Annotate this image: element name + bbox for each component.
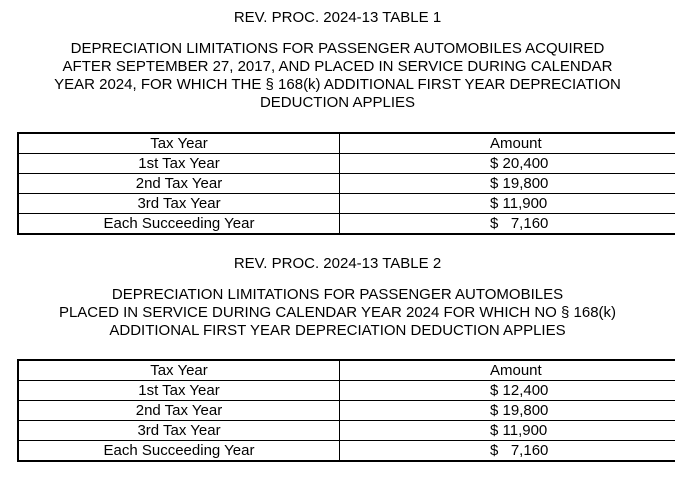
column-header-amount: Amount [340,360,675,381]
table-1-caption-line: DEDUCTION APPLIES [259,94,416,111]
table-row [18,381,675,401]
tax-year-cell: Each Succeeding Year [18,214,340,235]
table-2-caption [0,286,675,340]
tax-year-cell: 3rd Tax Year [18,421,340,441]
amount-cell: $ 11,900 [340,194,675,214]
table-row [18,154,675,174]
table-2-caption-line: ADDITIONAL FIRST YEAR DEPRECIATION DEDUCTION APPLIES [109,322,566,339]
table-1-caption-line: YEAR 2024, FOR WHICH THE § 168(k) ADDITIONAL FIRST YEAR DEPRECIATION [54,76,621,93]
tax-year-cell: Each Succeeding Year [18,441,340,462]
table-row [18,194,675,214]
table-2-caption-line: PLACED IN SERVICE DURING CALENDAR YEAR 2024 FOR WHICH NO § 168(k) [58,304,617,321]
tax-year-cell: 2nd Tax Year [18,174,340,194]
table-1-caption-line: DEPRECIATION LIMITATIONS FOR PASSENGER AUTOMOBILES ACQUIRED [70,40,605,57]
table-header-row [18,133,675,154]
amount-cell: $ 7,160 [340,214,675,235]
table-header-row [18,360,675,381]
amount-cell: $ 19,800 [340,174,675,194]
amount-cell: $ 19,800 [340,401,675,421]
table-1-heading: REV. PROC. 2024-13 TABLE 1 [233,9,442,26]
table-row [18,421,675,441]
table-row [18,441,675,462]
tax-year-cell: 2nd Tax Year [18,401,340,421]
amount-cell: $ 12,400 [340,381,675,401]
table-2-caption-line: DEPRECIATION LIMITATIONS FOR PASSENGER AUTOMOBILES [111,286,564,303]
table-row [18,401,675,421]
tax-year-cell: 1st Tax Year [18,154,340,174]
table-2-heading: REV. PROC. 2024-13 TABLE 2 [233,255,442,272]
column-header-tax-year: Tax Year [18,133,340,154]
tax-year-cell: 3rd Tax Year [18,194,340,214]
table-1-caption [0,40,675,112]
table-1-caption-line: AFTER SEPTEMBER 27, 2017, AND PLACED IN SERVICE DURING CALENDAR [62,58,613,75]
amount-cell: $ 7,160 [340,441,675,462]
table-row [18,214,675,235]
table-2 [17,359,675,462]
table-1 [17,132,675,235]
amount-cell: $ 20,400 [340,154,675,174]
tax-year-cell: 1st Tax Year [18,381,340,401]
table-row [18,174,675,194]
column-header-amount: Amount [340,133,675,154]
amount-cell: $ 11,900 [340,421,675,441]
column-header-tax-year: Tax Year [18,360,340,381]
